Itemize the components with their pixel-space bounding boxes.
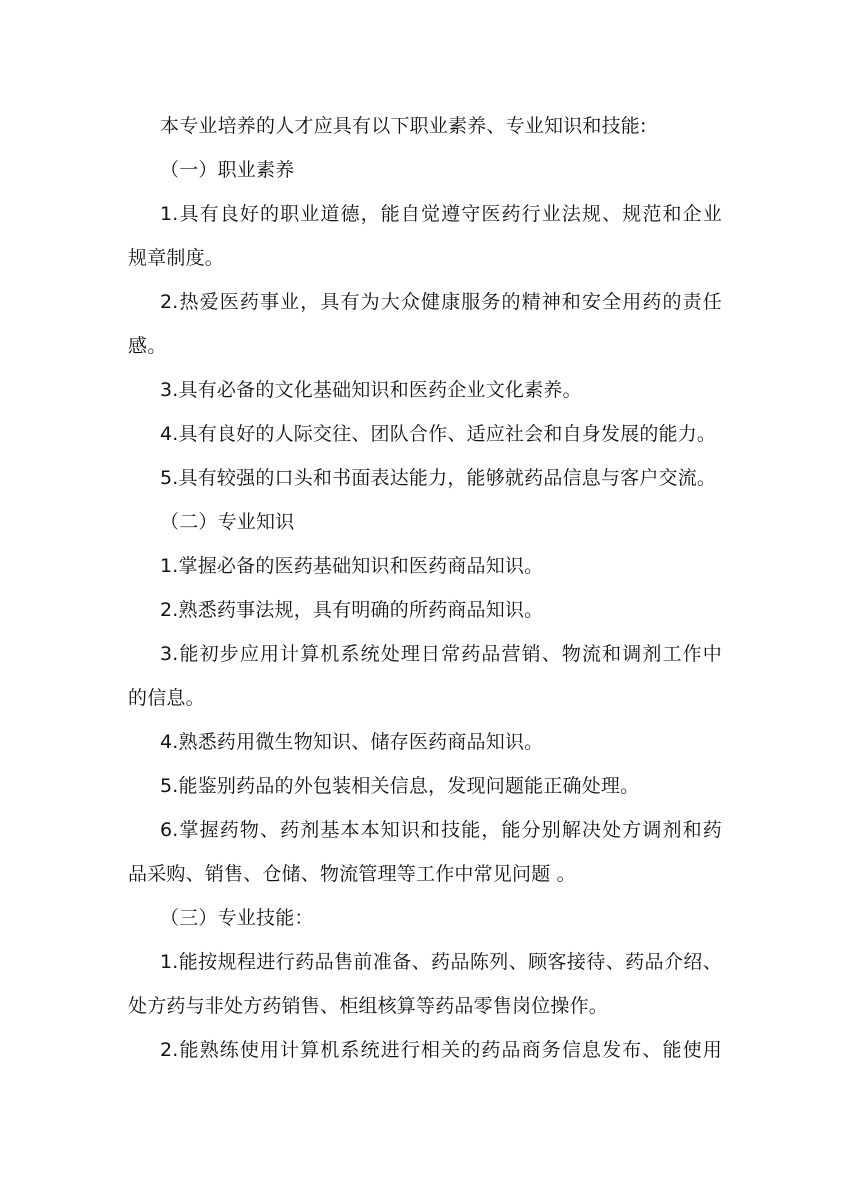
knowledge-item-3-line-2: 的信息。 (128, 687, 205, 709)
intro-paragraph: 本专业培养的人才应具有以下职业素养、专业知识和技能: (160, 115, 647, 137)
quality-item-1-line-1: 1.具有良好的职业道德，能自觉遵守医药行业法规、规范和企业 (160, 203, 722, 225)
knowledge-item-2: 2.熟悉药事法规，具有明确的所药商品知识。 (160, 599, 544, 621)
knowledge-item-3-line-1: 3.能初步应用计算机系统处理日常药品营销、物流和调剂工作中 (160, 643, 722, 665)
section-heading-professional-skills: （三）专业技能： (160, 907, 314, 929)
quality-item-2-line-2: 感。 (128, 335, 167, 357)
knowledge-item-6-line-1: 6.掌握药物、药剂基本本知识和技能，能分别解决处方调剂和药 (160, 819, 722, 841)
section-heading-professional-quality: （一）职业素养 (160, 159, 295, 181)
knowledge-item-5: 5.能鉴别药品的外包装相关信息，发现问题能正确处理。 (160, 775, 640, 797)
skill-item-2-line-1: 2.能熟练使用计算机系统进行相关的药品商务信息发布、能使用 (160, 1039, 722, 1061)
knowledge-item-1: 1.掌握必备的医药基础知识和医药商品知识。 (160, 555, 544, 577)
knowledge-item-4: 4.熟悉药用微生物知识、储存医药商品知识。 (160, 731, 544, 753)
quality-item-1-line-2: 规章制度。 (128, 247, 225, 269)
section-heading-professional-knowledge: （二）专业知识 (160, 511, 295, 533)
document-body (128, 104, 722, 1072)
skill-item-1-line-2: 处方药与非处方药销售、柜组核算等药品零售岗位操作。 (128, 995, 609, 1017)
skill-item-1-line-1: 1.能按规程进行药品售前准备、药品陈列、顾客接待、药品介绍、 (160, 951, 722, 973)
quality-item-5: 5.具有较强的口头和书面表达能力，能够就药品信息与客户交流。 (160, 467, 717, 489)
quality-item-3: 3.具有必备的文化基础知识和医药企业文化素养。 (160, 379, 582, 401)
quality-item-4: 4.具有良好的人际交往、团队合作、适应社会和自身发展的能力。 (160, 423, 717, 445)
knowledge-item-6-line-2: 品采购、销售、仓储、物流管理等工作中常见问题 。 (128, 863, 576, 885)
quality-item-2-line-1: 2.热爱医药事业，具有为大众健康服务的精神和安全用药的责任 (160, 291, 722, 313)
